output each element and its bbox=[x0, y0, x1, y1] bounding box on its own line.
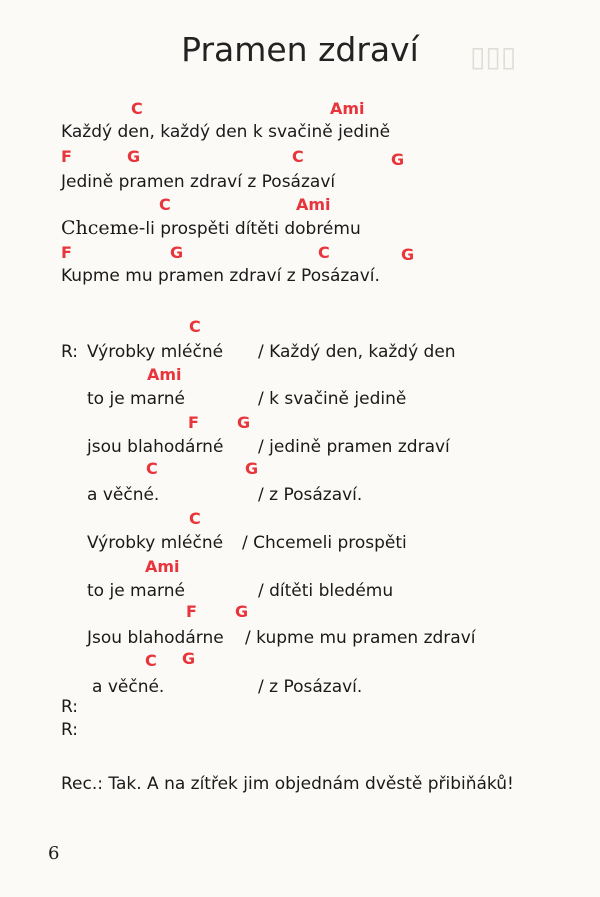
chord: F bbox=[61, 243, 72, 262]
chord: C bbox=[131, 99, 143, 118]
chord: G bbox=[237, 413, 251, 432]
song-title: Pramen zdraví bbox=[181, 30, 419, 69]
repeat-mark: R: bbox=[61, 697, 79, 717]
verse-line: Kupme mu pramen zdraví z Posázaví. bbox=[61, 266, 380, 286]
refrain-right: / Chcemeli prospěti bbox=[242, 533, 407, 553]
chord: Ami bbox=[296, 195, 331, 214]
verse-line bbox=[61, 218, 361, 239]
chord: Ami bbox=[330, 99, 365, 118]
refrain-right: / Každý den, každý den bbox=[258, 342, 456, 362]
chord: G bbox=[182, 649, 196, 668]
refrain-right: / jedině pramen zdraví bbox=[258, 437, 450, 457]
verse-line: Každý den, každý den k svačině jedině bbox=[61, 122, 391, 142]
chord: G bbox=[245, 459, 259, 478]
chord: C bbox=[189, 317, 201, 336]
refrain-label: R: bbox=[61, 342, 79, 362]
refrain-right: / z Posázaví. bbox=[258, 677, 363, 697]
chord: C bbox=[145, 651, 157, 670]
chord: G bbox=[170, 243, 184, 262]
refrain-right: / kupme mu pramen zdraví bbox=[245, 628, 476, 648]
verse-line-rest: li prospěti dítěti dobrému bbox=[145, 219, 361, 239]
verse-line: Jedině pramen zdraví z Posázaví bbox=[61, 172, 336, 192]
chord: F bbox=[188, 413, 199, 432]
chord: G bbox=[235, 602, 249, 621]
chord: C bbox=[292, 147, 304, 166]
refrain-left: a věčné. bbox=[87, 485, 160, 505]
chord: G bbox=[127, 147, 141, 166]
repeat-mark: R: bbox=[61, 720, 79, 740]
refrain-left: Výrobky mléčné bbox=[87, 342, 224, 362]
refrain-left: Výrobky mléčné bbox=[87, 533, 224, 553]
recitation-line: Rec.: Tak. A na zítřek jim objednám dvěstě přibiňáků! bbox=[61, 774, 514, 794]
chord: C bbox=[159, 195, 171, 214]
refrain-right: / z Posázaví. bbox=[258, 485, 363, 505]
chord: Ami bbox=[145, 557, 180, 576]
refrain-left: a věčné. bbox=[92, 677, 165, 697]
chord: F bbox=[61, 147, 72, 166]
chord: C bbox=[189, 509, 201, 528]
refrain-left: to je marné bbox=[87, 389, 185, 409]
bleed-through-decoration: ▯▯▯ bbox=[470, 40, 517, 73]
chord: C bbox=[318, 243, 330, 262]
refrain-left: jsou blahodárné bbox=[87, 437, 224, 457]
refrain-right: / dítěti bledému bbox=[258, 581, 394, 601]
verse-line-start: Chceme- bbox=[61, 217, 146, 239]
chord: G bbox=[401, 245, 415, 264]
page-number: 6 bbox=[48, 843, 60, 864]
chord: F bbox=[186, 602, 197, 621]
chord: G bbox=[391, 150, 405, 169]
refrain-left: Jsou blahodárne bbox=[87, 628, 224, 648]
chord: C bbox=[146, 459, 158, 478]
refrain-right: / k svačině jedině bbox=[258, 389, 407, 409]
chord: Ami bbox=[147, 365, 182, 384]
refrain-left: to je marné bbox=[87, 581, 185, 601]
